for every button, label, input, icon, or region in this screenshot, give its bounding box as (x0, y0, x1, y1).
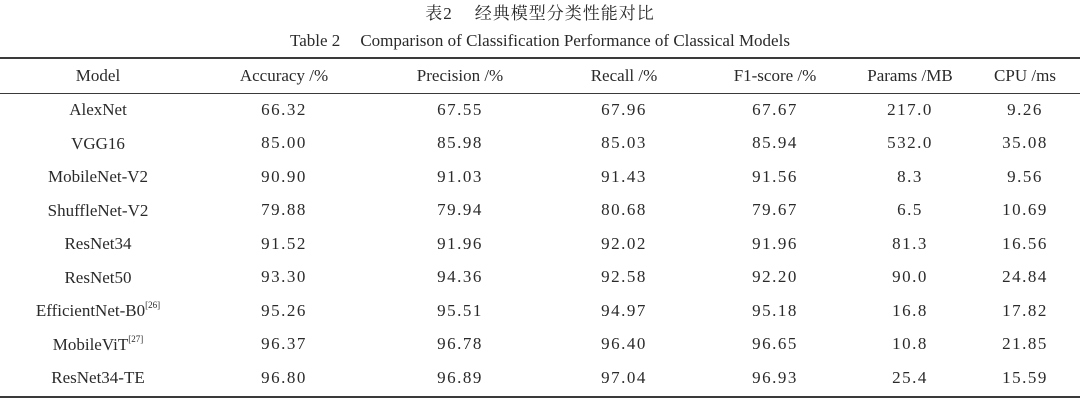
accuracy-cell: 85.00 (261, 133, 307, 153)
cpu-cell: 24.84 (1002, 267, 1048, 287)
caption-label-cn: 表2 (425, 4, 453, 23)
f1-score-cell: 96.65 (752, 334, 798, 354)
cpu-cell: 9.26 (1007, 99, 1043, 119)
table-row (0, 160, 1080, 194)
model-name: ShuffleNet-V2 (47, 200, 149, 220)
header-accuracy: Accuracy /% (239, 66, 329, 85)
header-cpu: CPU /ms (994, 66, 1056, 85)
recall-cell: 97.04 (601, 367, 647, 387)
recall-cell: 92.02 (601, 233, 647, 253)
table-row (0, 194, 1080, 228)
cpu-cell: 10.69 (1002, 200, 1048, 220)
accuracy-cell: 96.80 (261, 367, 307, 387)
header-params: Params /MB (867, 66, 953, 85)
citation-ref: [27] (128, 333, 144, 344)
recall-cell: 85.03 (601, 133, 647, 153)
params-cell: 217.0 (887, 99, 933, 119)
header-recall: Recall /% (590, 66, 658, 85)
params-cell: 25.4 (892, 367, 928, 387)
cpu-cell: 16.56 (1002, 233, 1048, 253)
header-f1-score: F1-score /% (733, 66, 817, 85)
precision-cell: 96.78 (437, 334, 483, 354)
cpu-cell: 17.82 (1002, 300, 1048, 320)
f1-score-cell: 96.93 (752, 367, 798, 387)
accuracy-cell: 96.37 (261, 334, 307, 354)
caption-title-cn: 经典模型分类性能对比 (474, 4, 655, 23)
caption-title-en: Comparison of Classification Performance of Classical Models (360, 31, 790, 50)
header-row (0, 59, 1080, 93)
recall-cell: 67.96 (601, 99, 647, 119)
precision-cell: 79.94 (437, 200, 483, 220)
f1-score-cell: 91.56 (752, 166, 798, 186)
accuracy-cell: 93.30 (261, 267, 307, 287)
params-cell: 8.3 (897, 166, 923, 186)
table-caption-english (0, 29, 1080, 53)
table-row (0, 294, 1080, 328)
citation-ref: [26] (145, 300, 161, 311)
accuracy-cell: 66.32 (261, 99, 307, 119)
params-cell: 90.0 (892, 267, 928, 287)
caption-label-en: Table 2 (290, 31, 341, 50)
params-cell: 10.8 (892, 334, 928, 354)
precision-cell: 91.03 (437, 166, 483, 186)
precision-cell: 95.51 (437, 300, 483, 320)
precision-cell: 94.36 (437, 267, 483, 287)
f1-score-cell: 92.20 (752, 267, 798, 287)
table-row (0, 328, 1080, 362)
recall-cell: 96.40 (601, 334, 647, 354)
accuracy-cell: 91.52 (261, 233, 307, 253)
recall-cell: 91.43 (601, 166, 647, 186)
f1-score-cell: 85.94 (752, 133, 798, 153)
cpu-cell: 35.08 (1002, 133, 1048, 153)
precision-cell: 91.96 (437, 233, 483, 253)
model-name: VGG16 (71, 133, 125, 153)
model-name: ResNet34 (64, 234, 132, 254)
params-cell: 16.8 (892, 300, 928, 320)
f1-score-cell: 67.67 (752, 99, 798, 119)
header-model: Model (75, 66, 121, 85)
precision-cell: 67.55 (437, 99, 483, 119)
accuracy-cell: 95.26 (261, 300, 307, 320)
table-caption-chinese (0, 2, 1080, 26)
recall-cell: 92.58 (601, 267, 647, 287)
f1-score-cell: 95.18 (752, 300, 798, 320)
comparison-table (0, 59, 1080, 395)
cpu-cell: 15.59 (1002, 367, 1048, 387)
cpu-cell: 9.56 (1007, 166, 1043, 186)
accuracy-cell: 90.90 (261, 166, 307, 186)
f1-score-cell: 91.96 (752, 233, 798, 253)
params-cell: 6.5 (897, 200, 923, 220)
table-row (0, 361, 1080, 395)
model-name: MobileNet-V2 (47, 167, 149, 187)
params-cell: 81.3 (892, 233, 928, 253)
model-name: AlexNet (69, 100, 127, 120)
f1-score-cell: 79.67 (752, 200, 798, 220)
model-name: EfficientNet-B0[26] (35, 300, 161, 321)
model-name: ResNet50 (64, 267, 132, 287)
bottom-rule (0, 396, 1080, 398)
recall-cell: 80.68 (601, 200, 647, 220)
table-row (0, 93, 1080, 127)
accuracy-cell: 79.88 (261, 200, 307, 220)
model-name: ResNet34-TE (51, 368, 145, 388)
table-row (0, 127, 1080, 161)
params-cell: 532.0 (887, 133, 933, 153)
table-row (0, 261, 1080, 295)
recall-cell: 94.97 (601, 300, 647, 320)
precision-cell: 85.98 (437, 133, 483, 153)
header-precision: Precision /% (416, 66, 504, 85)
precision-cell: 96.89 (437, 367, 483, 387)
model-name: MobileViT[27] (52, 333, 144, 354)
cpu-cell: 21.85 (1002, 334, 1048, 354)
table-row (0, 227, 1080, 261)
